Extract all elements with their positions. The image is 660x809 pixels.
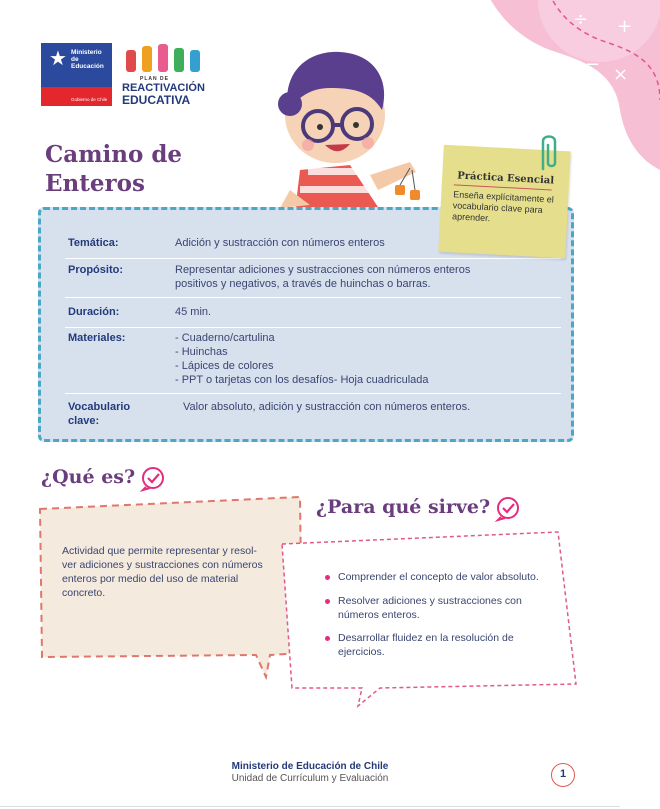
star-icon: ★ (49, 48, 67, 70)
child-illustration (270, 40, 440, 220)
ministry-logo (41, 43, 112, 106)
svg-text:+: + (617, 16, 633, 37)
row-duracion: Duración: 45 min. (65, 305, 561, 328)
check-bubble-icon (140, 467, 166, 491)
row-proposito: Propósito: Representar adiciones y sustracciones con números enteros positivos y negativos, a través de huinchas o barras. (65, 263, 561, 298)
svg-text:−: − (585, 54, 601, 75)
government-logo-text: Gobierno de Chile (71, 97, 108, 102)
row-tematica: Temática: Adición y sustracción con números enteros (65, 236, 561, 259)
svg-text:×: × (613, 64, 629, 85)
note-title: Práctica Esencial (456, 170, 555, 187)
paperclip-icon (533, 133, 563, 171)
bottom-divider (0, 806, 620, 807)
para-que-sirve-heading: ¿Para qué sirve? (316, 496, 521, 521)
que-es-heading: ¿Qué es? (41, 466, 166, 491)
que-es-box: Actividad que permite representar y resol- ver adiciones y sustracciones con números enteros por medio del uso de material concreto. (38, 495, 304, 657)
check-bubble-icon (495, 497, 521, 521)
footer (0, 761, 620, 784)
svg-text:÷: ÷ (573, 9, 589, 30)
plan-title-line2: EDUCATIVA (122, 93, 191, 107)
plan-title-line1: REACTIVACIÓN (122, 82, 205, 94)
footer-unit: Unidad de Currículum y Evaluación (231, 773, 389, 784)
row-vocabulario: Vocabulario clave: Valor absoluto, adición y sustracción con números enteros. (68, 401, 471, 427)
ministry-logo-text: Ministerio de Educación (71, 49, 104, 70)
plan-reactivacion-logo (122, 44, 212, 106)
page-number: 1 (551, 763, 575, 787)
page-title: Camino de Enteros (45, 141, 183, 197)
note-body: Enseña explícitamente el vocabulario clave para aprender. (451, 189, 554, 224)
raised-hands-icon (124, 44, 208, 74)
plan-small-text: PLAN DE (140, 76, 169, 82)
footer-ministry: Ministerio de Educación de Chile (231, 761, 389, 772)
row-materiales: Materiales: - Cuaderno/cartulina - Huinchas - Lápices de colores - PPT o tarjetas con los desafíos- Hoja cuadriculada (65, 331, 561, 394)
